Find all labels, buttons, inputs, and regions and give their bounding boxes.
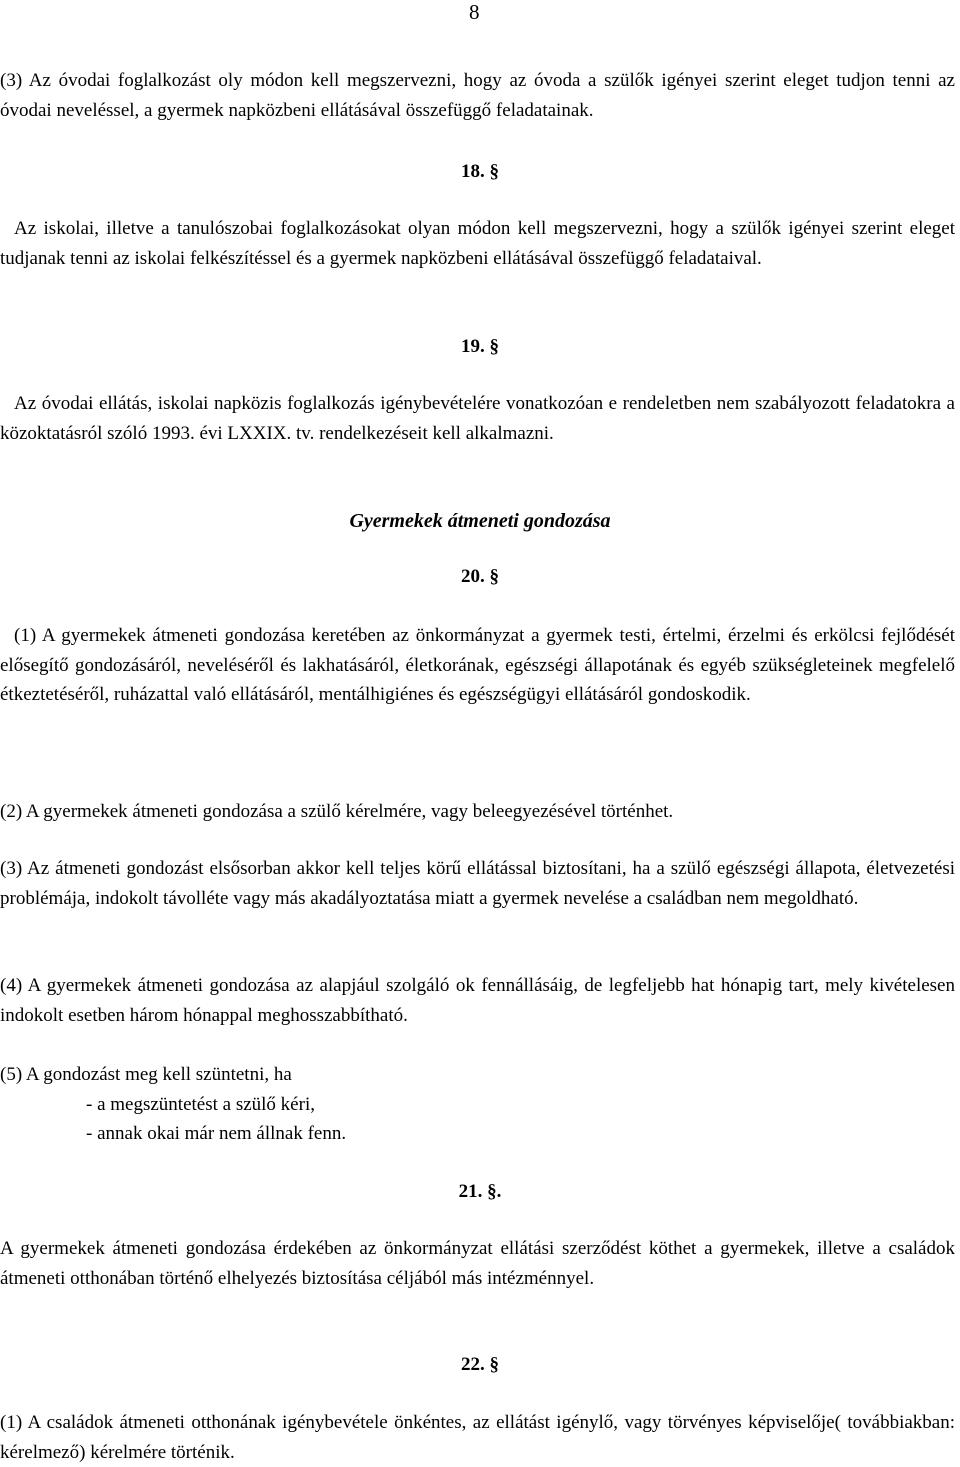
paragraph-text: (1) A családok átmeneti otthonának igénybevétele önkéntes, az ellátást igénylő, vagy törvényes képviselője( továbbiakban: kérelmező) kérelmére történik. bbox=[0, 1412, 955, 1463]
paragraph-text: (2) A gyermekek átmeneti gondozása a szülő kérelmére, vagy beleegyezésével történhet. bbox=[0, 801, 674, 822]
section-19-heading: 19. § bbox=[461, 336, 499, 357]
paragraph-text: Az óvodai ellátás, iskolai napközis foglalkozás igénybevételére vonatkozóan e rendeletben nem szabályozott feladatokra a közoktatásról szóló 1993. évi LXXIX. tv. rendelkezéseit kell alkalmazni. bbox=[0, 393, 955, 444]
paragraph-text: (5) A gondozást meg kell szüntetni, ha bbox=[0, 1064, 292, 1085]
paragraph-17-3 bbox=[0, 66, 955, 125]
list-item: - annak okai már nem állnak fenn. bbox=[86, 1123, 347, 1144]
section-20-paragraph-4 bbox=[0, 971, 955, 1030]
section-22-paragraph-1 bbox=[0, 1408, 955, 1467]
section-18-heading: 18. § bbox=[461, 161, 499, 182]
section-19-body bbox=[0, 389, 955, 448]
paragraph-text: (4) A gyermekek átmeneti gondozása az alapjául szolgáló ok fennállásáig, de legfeljebb hat hónapig tart, mely kivételesen indokolt esetben három hónappal meghosszabbítható. bbox=[0, 975, 955, 1026]
paragraph-text: (3) Az átmeneti gondozást elsősorban akkor kell teljes körű ellátással biztosítani, ha a szülő egészségi állapota, életvezetési problémája, indokolt távolléte vagy más akadályoztatása miatt a gyermek nevelése a családban nem megoldható. bbox=[0, 858, 955, 909]
section-22-heading: 22. § bbox=[461, 1354, 499, 1375]
list-item: - a megszüntetést a szülő kéri, bbox=[86, 1093, 315, 1115]
section-20-paragraph-1 bbox=[0, 621, 955, 710]
paragraph-text: (3) Az óvodai foglalkozást oly módon kell megszervezni, hogy az óvoda a szülők igényei szerint eleget tudjon tenni az óvodai neveléssel, a gyermek napközbeni ellátásával összefüggő feladatainak. bbox=[0, 70, 955, 121]
section-18-body bbox=[0, 214, 955, 273]
section-21-heading: 21. §. bbox=[458, 1181, 502, 1202]
paragraph-text: (1) A gyermekek átmeneti gondozása keretében az önkormányzat a gyermek testi, értelmi, érzelmi és erkölcsi fejlődését elősegítő gondozásáról, neveléséről és lakhatásáról, életkorának, egészségi állapotának és egyéb szükségleteinek megfelelő étkeztetéséről, ruházattal való ellátásáról, mentálhigiénes és egészségügyi ellátásáról gondoskodik. bbox=[0, 625, 955, 705]
page-number: 8 bbox=[469, 0, 480, 24]
section-21-body bbox=[0, 1234, 955, 1293]
section-20-paragraph-3 bbox=[0, 854, 955, 913]
section-20-paragraph-2 bbox=[0, 797, 955, 827]
section-20-heading: 20. § bbox=[461, 566, 499, 587]
section-20-paragraph-5 bbox=[0, 1060, 955, 1149]
paragraph-text: Az iskolai, illetve a tanulószobai foglalkozásokat olyan módon kell megszervezni, hogy a szülők igényei szerint eleget tudjanak tenni az iskolai felkészítéssel és a gyermek napközbeni ellátásával összefüggő feladataival. bbox=[0, 218, 955, 269]
chapter-title: Gyermekek átmeneti gondozása bbox=[349, 510, 611, 532]
paragraph-text: A gyermekek átmeneti gondozása érdekében az önkormányzat ellátási szerződést köthet a gyermekek, illetve a családok átmeneti otthonában történő elhelyezés biztosítása céljából más intézménnyel. bbox=[0, 1238, 955, 1289]
